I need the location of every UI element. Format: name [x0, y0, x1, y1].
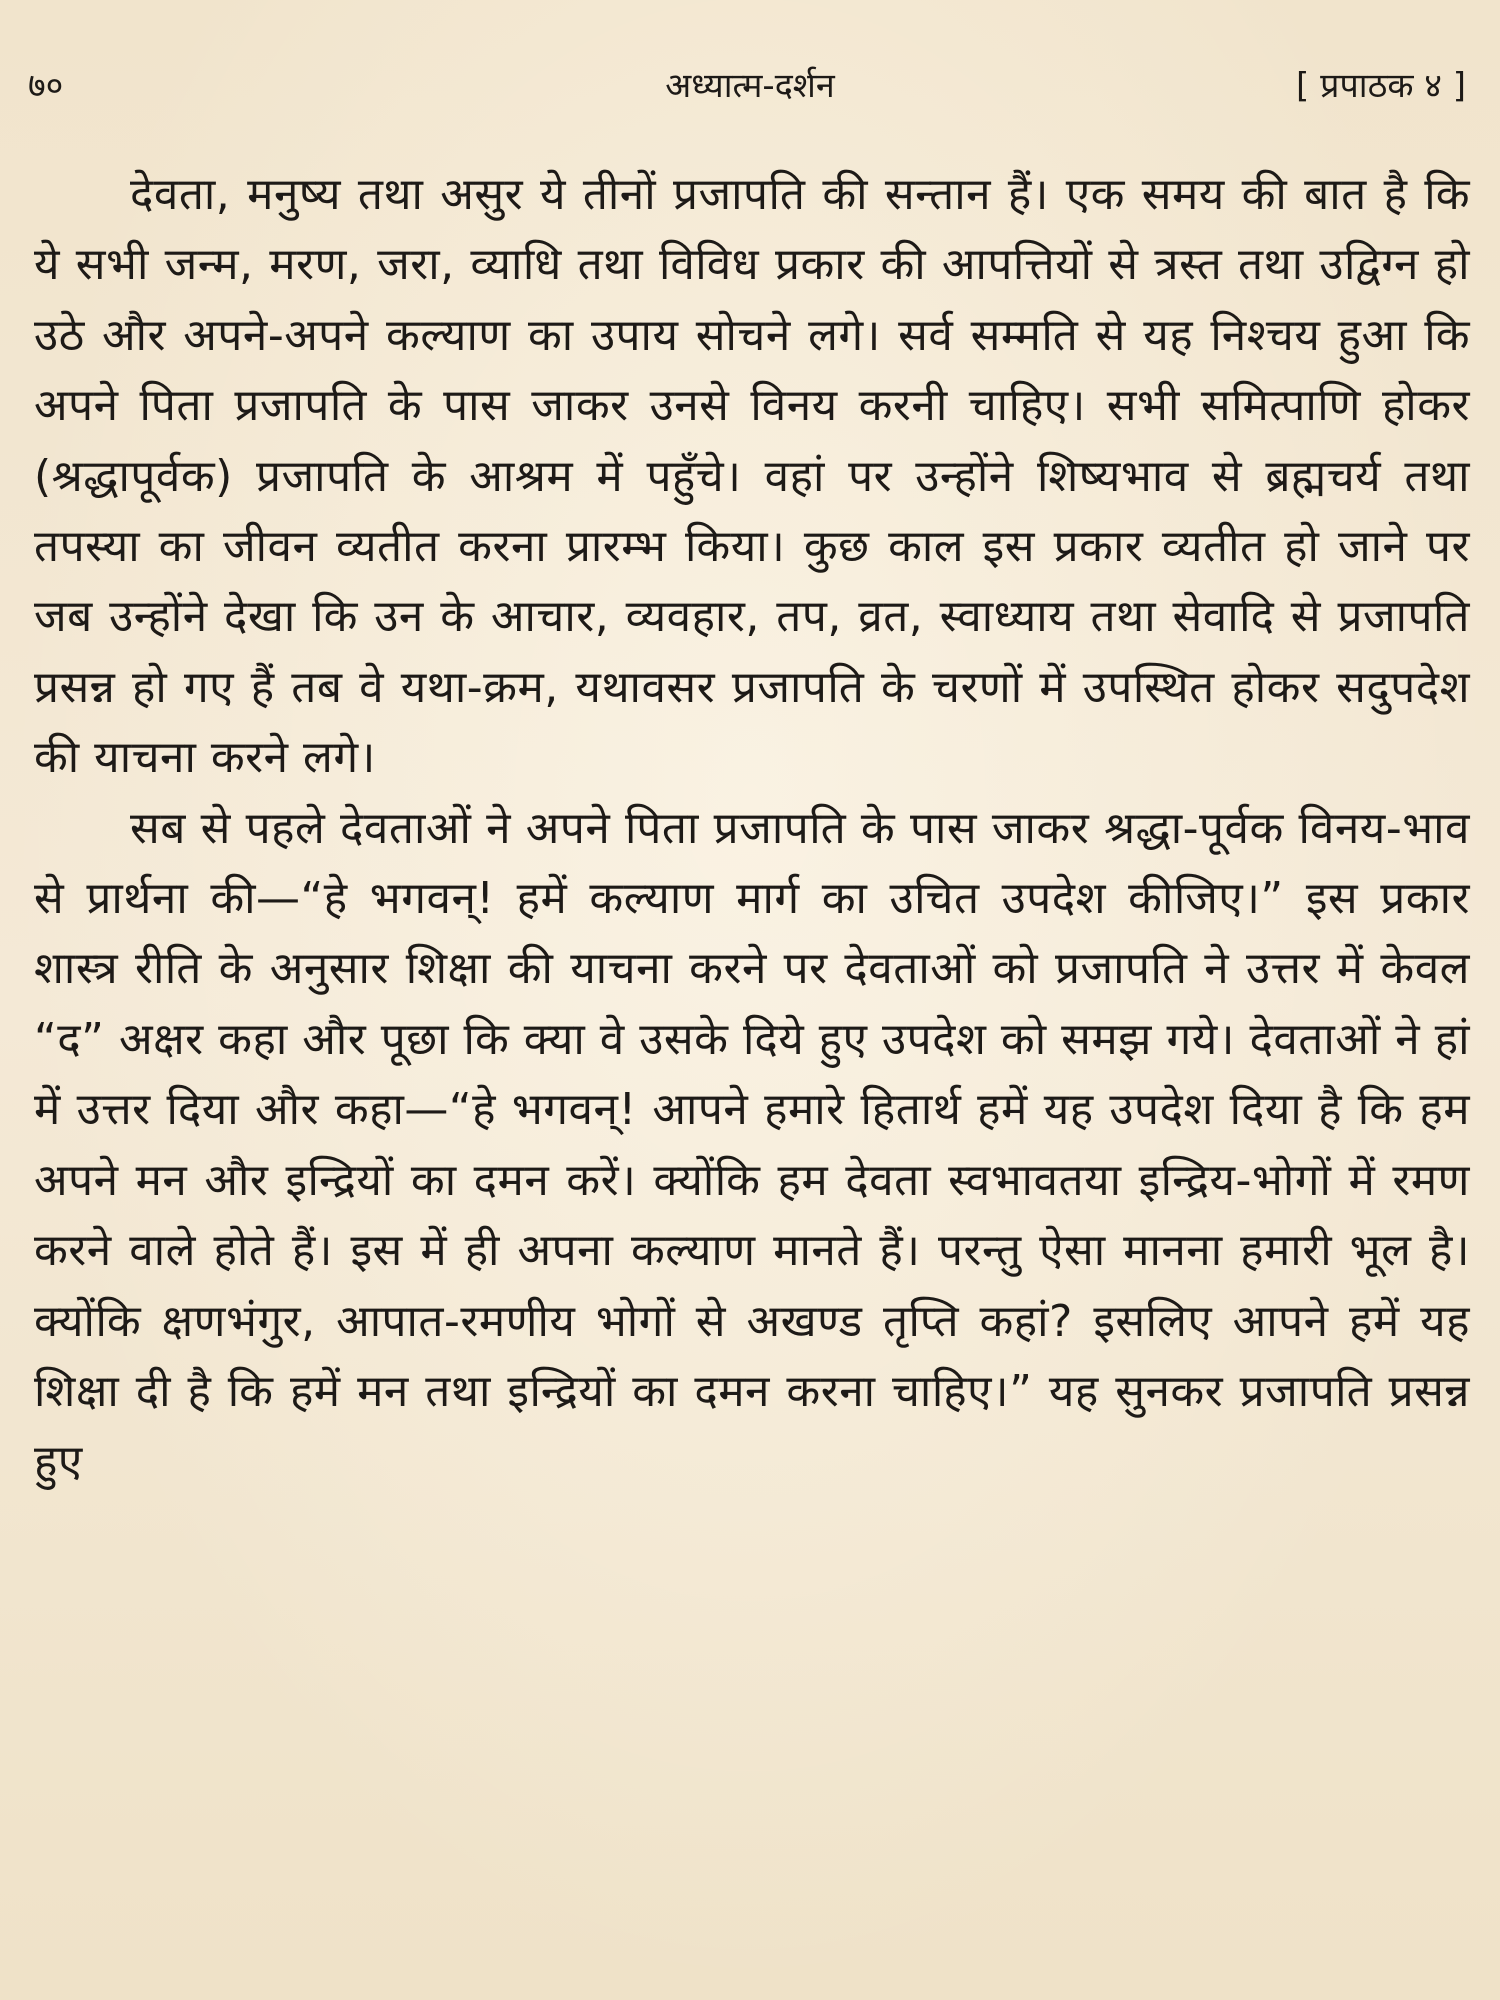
- paragraph-2: सब से पहले देवताओं ने अपने पिता प्रजापति के पास जाकर श्रद्धा-पूर्वक विनय-भाव से प्रार्थना की—“हे भगवन्! हमें कल्याण मार्ग का उचित उपदेश कीजिए।” इस प्रकार शास्त्र रीति के अनुसार शिक्षा की याचना करने पर देवताओं को प्रजापति ने उत्तर में केवल “द” अक्षर कहा और पूछा कि क्या वे उसके दिये हुए उपदेश को समझ गये। देवताओं ने हां में उत्तर दिया और कहा—“हे भगवन्! आपने हमारे हितार्थ हमें यह उपदेश दिया है कि हम अपने मन और इन्द्रियों का दमन करें। क्योंकि हम देवता स्वभावतया इन्द्रिय-भोगों में रमण करने वाले होते हैं। इस में ही अपना कल्याण मानते हैं। परन्तु ऐसा मानना हमारी भूल है। क्योंकि क्षणभंगुर, आपात-रमणीय भोगों से अखण्ड तृप्ति कहां? इसलिए आपने हमें यह शिक्षा दी है कि हमें मन तथा इन्द्रियों का दमन करना चाहिए।” यह सुनकर प्रजापति प्रसन्न हुए: [34, 802, 1470, 1488]
- body-text: [34, 160, 1470, 1498]
- page-header: [28, 56, 1472, 116]
- page-number: ७०: [28, 66, 64, 106]
- running-title: अध्यात्म-दर्शन: [665, 66, 835, 106]
- paragraph-1: देवता, मनुष्य तथा असुर ये तीनों प्रजापति की सन्तान हैं। एक समय की बात है कि ये सभी जन्म, मरण, जरा, व्याधि तथा विविध प्रकार की आपत्तियों से त्रस्त तथा उद्विग्न हो उठे और अपने-अपने कल्याण का उपाय सोचने लगे। सर्व सम्मति से यह निश्चय हुआ कि अपने पिता प्रजापति के पास जाकर उनसे विनय करनी चाहिए। सभी समित्पाणि होकर (श्रद्धापूर्वक) प्रजापति के आश्रम में पहुँचे। वहां पर उन्होंने शिष्यभाव से ब्रह्मचर्य तथा तपस्या का जीवन व्यतीत करना प्रारम्भ किया। कुछ काल इस प्रकार व्यतीत हो जाने पर जब उन्होंने देखा कि उन के आचार, व्यवहार, तप, व्रत, स्वाध्याय तथा सेवादि से प्रजापति प्रसन्न हो गए हैं तब वे यथा-क्रम, यथावसर प्रजापति के चरणों में उपस्थित होकर सदुपदेश की याचना करने लगे।: [34, 169, 1470, 784]
- chapter-label: [ प्रपाठक ४ ]: [1296, 66, 1466, 106]
